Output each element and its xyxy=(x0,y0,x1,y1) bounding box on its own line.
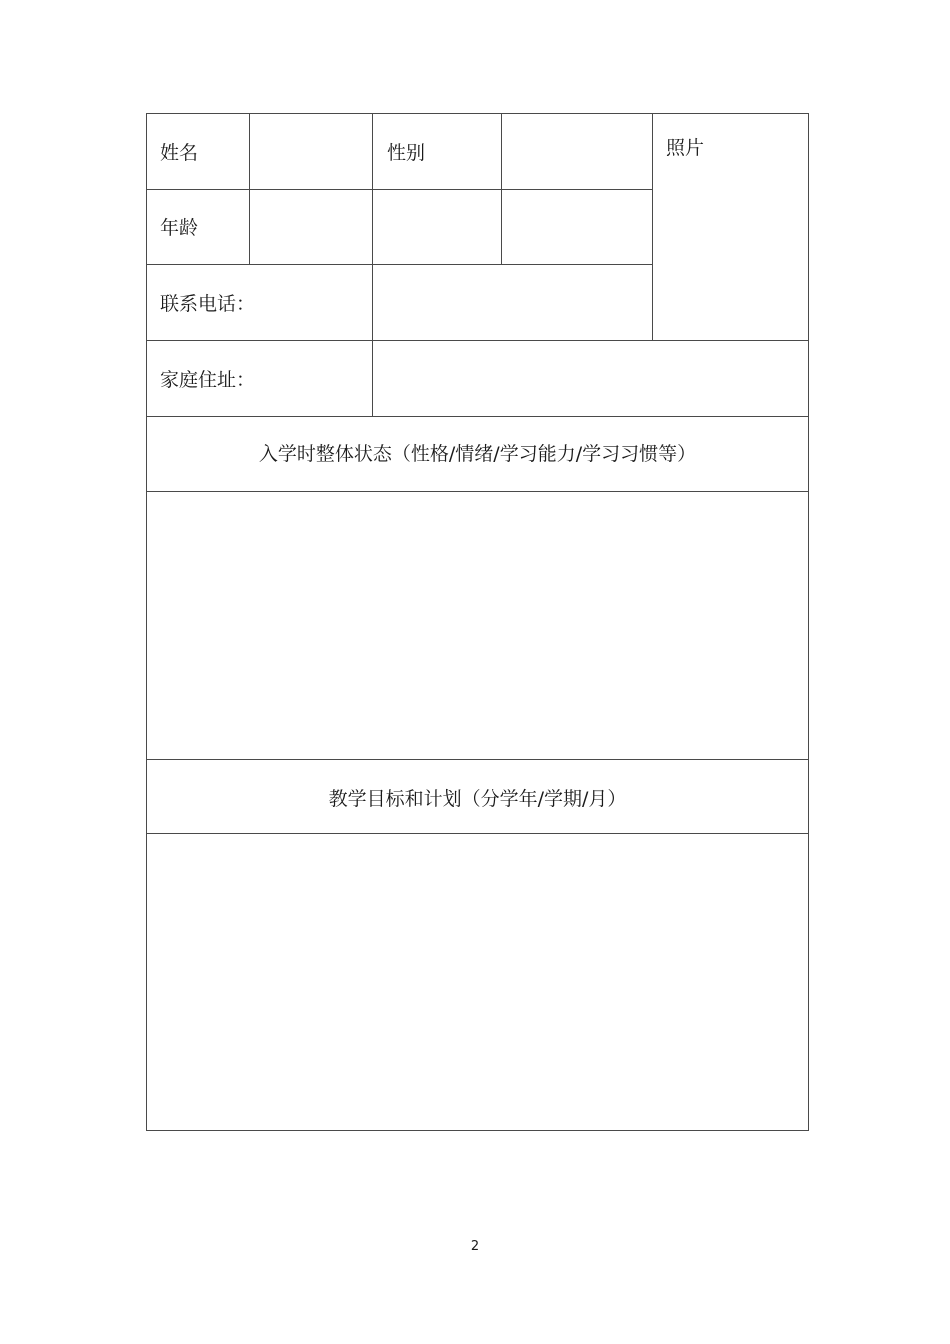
photo-box[interactable] xyxy=(653,114,808,340)
phone-field[interactable] xyxy=(373,265,652,340)
age-extra-field-2[interactable] xyxy=(502,190,652,264)
age-label: 年龄 xyxy=(160,217,199,239)
intake-content-area[interactable] xyxy=(147,492,808,759)
page-number: 2 xyxy=(470,1239,480,1254)
gender-label: 性别 xyxy=(387,142,426,164)
photo-label: 照片 xyxy=(666,137,705,159)
name-label: 姓名 xyxy=(160,142,199,164)
plan-section-heading: 教学目标和计划（分学年/学期/月） xyxy=(328,788,627,810)
plan-content-area[interactable] xyxy=(147,834,808,1130)
phone-label: 联系电话： xyxy=(160,293,256,315)
address-field[interactable] xyxy=(373,341,808,416)
address-label: 家庭住址： xyxy=(160,369,256,391)
age-field[interactable] xyxy=(250,190,372,264)
row-divider-4 xyxy=(147,416,808,417)
name-field[interactable] xyxy=(250,114,372,189)
intake-section-heading: 入学时整体状态（性格/情绪/学习能力/学习习惯等） xyxy=(258,443,697,465)
row-divider-6 xyxy=(147,759,808,760)
gender-field[interactable] xyxy=(502,114,652,189)
student-info-form xyxy=(146,113,809,1131)
age-extra-field-1[interactable] xyxy=(373,190,501,264)
